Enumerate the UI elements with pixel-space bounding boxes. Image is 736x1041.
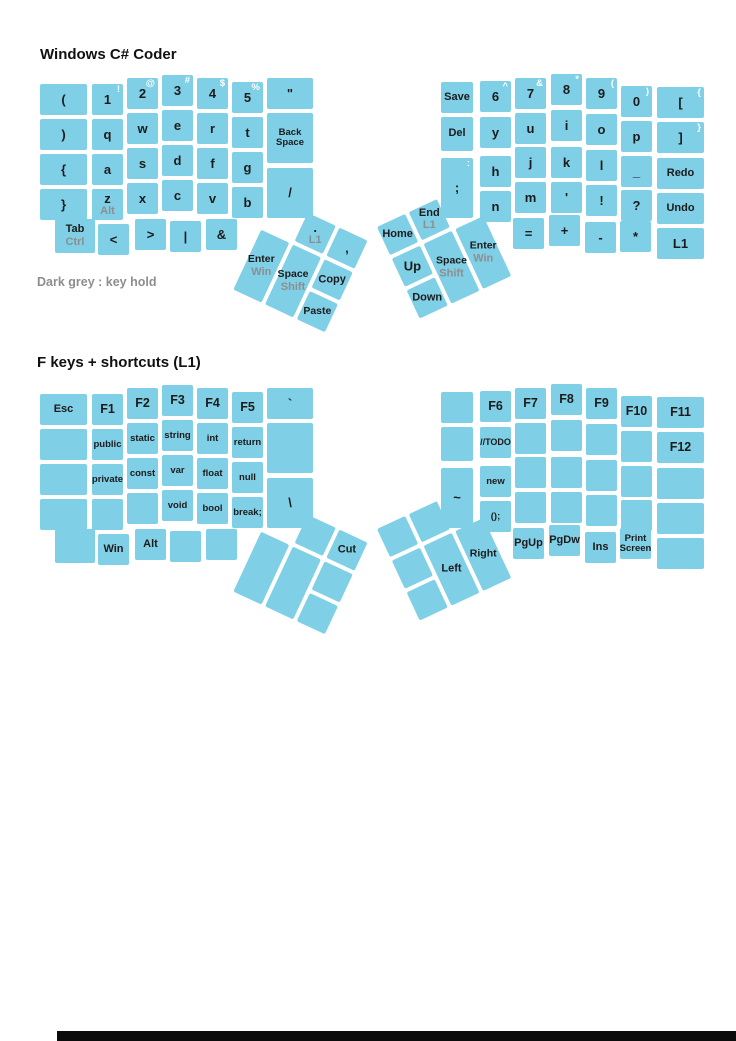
left-thumb-cluster	[233, 194, 367, 332]
key-sym-38	[206, 219, 237, 250]
key-label: +	[560, 222, 569, 238]
key-hold-label: L1	[422, 219, 436, 232]
key-x	[127, 183, 158, 214]
key-alt	[135, 529, 166, 560]
key-label: -	[598, 229, 603, 245]
key-label: void	[167, 499, 188, 511]
key-label: F3	[170, 392, 185, 407]
key-float	[197, 458, 228, 489]
key-null	[232, 462, 263, 493]
key-label: Esc	[53, 402, 74, 415]
key-j	[515, 147, 546, 178]
key-8	[551, 74, 582, 105]
key-q	[92, 119, 123, 150]
key-undo	[657, 193, 704, 224]
key-blank	[515, 457, 546, 488]
key-blank	[55, 529, 95, 563]
key-w	[127, 113, 158, 144]
key-blank	[551, 457, 582, 488]
key-label: Tab	[65, 223, 85, 236]
key-label: return	[233, 436, 262, 448]
key-f9	[586, 388, 617, 419]
key-blank	[40, 499, 87, 530]
key-f2	[127, 388, 158, 419]
key-shift-label: ^	[502, 81, 508, 92]
key-label: int	[206, 432, 219, 444]
key-label: \	[288, 495, 292, 511]
key-label: 4	[208, 85, 217, 101]
key-blank	[40, 429, 87, 460]
key-sym-96	[267, 388, 313, 419]
key-sym-40	[40, 84, 87, 115]
layer2-title: F keys + shortcuts (L1)	[37, 354, 201, 371]
key-d	[162, 145, 193, 176]
key-f12	[657, 432, 704, 463]
key-label: u	[526, 120, 535, 136]
key-label: Enter	[469, 239, 497, 252]
key-label: 8	[562, 81, 571, 97]
key-2	[127, 78, 158, 109]
key-back-space	[267, 113, 313, 163]
key-sym-39	[551, 182, 582, 213]
key-label: 3	[173, 82, 182, 98]
key-h	[480, 156, 511, 187]
key-label: F8	[559, 391, 574, 406]
key-blank	[206, 529, 237, 560]
key-hold-label: Ctrl	[65, 235, 85, 248]
key-label: 0	[632, 93, 641, 109]
key-label: q	[103, 126, 112, 142]
key-blank	[551, 420, 582, 451]
key-hold-label: Shift	[439, 266, 464, 279]
key-label: z	[104, 190, 111, 206]
key-blank	[621, 500, 652, 531]
key-break	[232, 497, 263, 528]
key-int	[197, 423, 228, 454]
key-static	[127, 423, 158, 454]
key-shift-label: :	[466, 158, 470, 169]
key-label: m	[524, 189, 537, 205]
key-label: Right	[469, 547, 497, 560]
key-blank	[515, 423, 546, 454]
key-blank	[267, 423, 313, 473]
key-blank	[621, 431, 652, 462]
key-label: 5	[243, 89, 252, 105]
key-s	[127, 148, 158, 179]
key-ins	[585, 532, 616, 563]
key-label: public	[93, 438, 122, 450]
layer1-title: Windows C# Coder	[40, 46, 177, 63]
key-label: F9	[594, 395, 609, 410]
key-label: (	[61, 91, 66, 107]
key-label: Print Screen	[619, 532, 652, 554]
key-private	[92, 464, 123, 495]
key-label: Paste	[303, 305, 332, 318]
key-hold-label: L1	[308, 234, 322, 247]
key-label: }	[60, 196, 67, 212]
key-6	[480, 81, 511, 112]
key-label: f	[210, 155, 215, 171]
key-sym-124	[170, 221, 201, 252]
key-label: p	[632, 128, 641, 144]
key-label: End	[418, 206, 440, 219]
key-label: Home	[382, 227, 413, 240]
key-label: ]	[678, 129, 683, 145]
key-public	[92, 429, 123, 460]
key-label: a	[103, 161, 112, 177]
key-sym-123	[40, 154, 87, 185]
key-label: ?	[632, 197, 641, 213]
key-label: ;	[454, 180, 460, 196]
key-i	[551, 110, 582, 141]
key-0	[621, 86, 652, 117]
key-label: //TODO	[480, 436, 511, 447]
key-label: =	[524, 225, 533, 241]
key-y	[480, 117, 511, 148]
key-shift-label: {	[697, 87, 701, 98]
key-label: Enter	[247, 253, 275, 266]
key-label: Copy	[318, 273, 346, 286]
key-label: Space	[436, 254, 467, 267]
key-blank	[621, 466, 652, 497]
key-label: `	[287, 395, 293, 411]
key-shift-label: #	[184, 75, 190, 86]
key-label: |	[183, 228, 188, 244]
key-4	[197, 78, 228, 109]
key-p	[621, 121, 652, 152]
key-label: 9	[597, 85, 606, 101]
key-label: F12	[669, 439, 692, 454]
key-label: Back Space	[276, 127, 304, 148]
key-pgdw	[549, 525, 580, 556]
key-label: F6	[488, 398, 503, 413]
key-k	[551, 147, 582, 178]
key-label: F4	[205, 395, 220, 410]
key-label: ~	[453, 490, 461, 506]
key-n	[480, 191, 511, 222]
key-sym-60	[98, 224, 129, 255]
key-label: v	[208, 190, 217, 206]
key-f10	[621, 396, 652, 427]
key-label: F11	[670, 404, 691, 419]
key-z	[92, 189, 123, 220]
key-label: Alt	[143, 537, 158, 550]
key-hold-label: Win	[473, 251, 494, 264]
key-label: &	[216, 226, 227, 242]
key-label: Undo	[666, 201, 695, 214]
key-label: new	[486, 475, 505, 487]
key-label: w	[137, 120, 148, 136]
key-blank	[297, 593, 338, 634]
key-shift-label: $	[219, 78, 225, 89]
key-label: 7	[526, 85, 535, 101]
key-shift-label: (	[610, 78, 614, 89]
key-blank	[657, 468, 704, 499]
key-label: g	[243, 159, 252, 175]
key-label: Save	[444, 90, 470, 103]
key-hold-label: Alt	[100, 205, 115, 218]
key-sym-43	[549, 215, 580, 246]
key-shift-label: *	[575, 74, 579, 85]
key-g	[232, 152, 263, 183]
key-label: c	[173, 187, 182, 203]
key-label: F10	[625, 403, 648, 418]
key-label: Cut	[337, 543, 357, 556]
key-sym-95	[621, 156, 652, 187]
key-save	[441, 82, 473, 113]
key-shift-label: !	[116, 84, 120, 95]
key-label: l	[599, 157, 604, 173]
key-sym-42	[620, 221, 651, 252]
key-sym-41	[40, 119, 87, 150]
key-label: L1	[672, 235, 689, 251]
key-f8	[551, 384, 582, 415]
key-f7	[515, 388, 546, 419]
key-label: Ins	[592, 540, 609, 553]
key-label: t	[245, 124, 250, 140]
key-shift-label: &	[536, 78, 543, 89]
key-u	[515, 113, 546, 144]
key-sym-33	[586, 185, 617, 216]
key-bool	[197, 493, 228, 524]
key-label: 6	[491, 88, 500, 104]
key-blank	[551, 492, 582, 523]
key-blank	[441, 427, 473, 461]
key-label: o	[597, 121, 606, 137]
key-label: F5	[240, 399, 255, 414]
key-sym-61	[513, 218, 544, 249]
key-label: [	[678, 94, 683, 110]
key-label: >	[146, 226, 155, 242]
key-todo	[480, 427, 511, 458]
key-label: n	[491, 198, 500, 214]
key-del	[441, 117, 473, 151]
key-label: b	[243, 194, 252, 210]
key-redo	[657, 158, 704, 189]
key-label: {	[60, 161, 67, 177]
key-label: *	[632, 228, 639, 244]
key-new	[480, 466, 511, 497]
key-label: F1	[100, 401, 115, 416]
key-label: j	[528, 154, 533, 170]
key-label: null	[239, 471, 256, 483]
key-m	[515, 182, 546, 213]
key-const	[127, 458, 158, 489]
key-label: const	[129, 467, 156, 479]
key-shift-label: )	[645, 86, 649, 97]
key-label: d	[173, 152, 182, 168]
key-label: r	[209, 120, 216, 136]
key-sym-62	[135, 219, 166, 250]
key-blank	[586, 495, 617, 526]
key-label: Del	[448, 127, 466, 140]
key-label: string	[164, 429, 191, 441]
key-3	[162, 75, 193, 106]
key-9	[586, 78, 617, 109]
key-label: k	[562, 154, 571, 170]
key-label: bool	[202, 502, 223, 514]
key-f6	[480, 391, 511, 422]
key-sym-63	[621, 190, 652, 221]
key-blank	[40, 464, 87, 495]
key-hold-note: Dark grey : key hold	[37, 275, 157, 289]
key-label: ,	[345, 240, 349, 256]
key-label: x	[138, 190, 147, 206]
key-label: s	[138, 155, 147, 171]
key-return	[232, 427, 263, 458]
key-blank	[170, 531, 201, 562]
key-sym-125	[40, 189, 87, 220]
key-label: ();	[490, 510, 501, 522]
key-label: F2	[135, 395, 150, 410]
key-5	[232, 82, 263, 113]
key-label: y	[491, 124, 500, 140]
key-blank	[586, 424, 617, 455]
key-sym-45	[585, 222, 616, 253]
key-label: )	[61, 126, 66, 142]
key-hold-label: Shift	[280, 280, 306, 293]
key-1	[92, 84, 123, 115]
key-esc	[40, 394, 87, 425]
key-label: Redo	[666, 166, 695, 179]
key-f1	[92, 394, 123, 425]
key-label: 2	[138, 85, 147, 101]
key-label: PgUp	[514, 536, 543, 549]
key-f	[197, 148, 228, 179]
key-label: var	[170, 464, 185, 476]
key-b	[232, 187, 263, 218]
key-r	[197, 113, 228, 144]
key-label: '	[564, 189, 569, 205]
key-f4	[197, 388, 228, 419]
key-void	[162, 490, 193, 521]
key-label: Up	[403, 258, 422, 274]
key-sym-34	[267, 78, 313, 109]
key-blank	[127, 493, 158, 524]
key-shift-label: %	[251, 82, 260, 93]
key-blank	[515, 492, 546, 523]
key-tab	[55, 219, 95, 253]
key-shift-label: }	[697, 122, 701, 133]
key-a	[92, 154, 123, 185]
key-label: 1	[103, 91, 112, 107]
key-hold-label: Win	[251, 265, 272, 278]
key-shift-label: @	[145, 78, 155, 89]
key-label: private	[91, 473, 124, 485]
key-l	[586, 150, 617, 181]
key-label: <	[109, 231, 118, 247]
key-label: F7	[523, 395, 538, 410]
key-f11	[657, 397, 704, 428]
key-sym-91	[657, 87, 704, 118]
key-label: static	[130, 432, 155, 444]
key-label: .	[313, 219, 318, 235]
key-v	[197, 183, 228, 214]
key-blank	[586, 460, 617, 491]
key-f3	[162, 385, 193, 416]
page-bottom-bar	[57, 1031, 736, 1041]
key-string	[162, 420, 193, 451]
key-label: Down	[412, 291, 443, 304]
key-var	[162, 455, 193, 486]
key-label: Space	[277, 268, 309, 281]
key-print-screen	[620, 528, 651, 559]
key-blank	[92, 499, 123, 530]
key-c	[162, 180, 193, 211]
key-sym-93	[657, 122, 704, 153]
key-7	[515, 78, 546, 109]
key-pgup	[513, 528, 544, 559]
key-l1	[657, 228, 704, 259]
key-e	[162, 110, 193, 141]
key-paste	[297, 291, 338, 332]
key-t	[232, 117, 263, 148]
key-label: Win	[103, 542, 124, 555]
key-label: "	[286, 85, 294, 101]
key-label: _	[632, 163, 641, 179]
key-blank	[657, 503, 704, 534]
key-label: h	[491, 163, 500, 179]
key-label: Left	[441, 562, 462, 575]
key-o	[586, 114, 617, 145]
key-label: !	[599, 192, 604, 208]
key-label: PgDw	[549, 533, 580, 546]
key-win	[98, 534, 129, 565]
key-label: i	[564, 117, 569, 133]
key-label: break;	[233, 506, 262, 518]
key-label: float	[202, 467, 223, 479]
key-label: /	[288, 185, 292, 201]
key-label: e	[173, 117, 182, 133]
key-f5	[232, 392, 263, 423]
key-blank	[441, 392, 473, 423]
key-blank	[657, 538, 704, 569]
